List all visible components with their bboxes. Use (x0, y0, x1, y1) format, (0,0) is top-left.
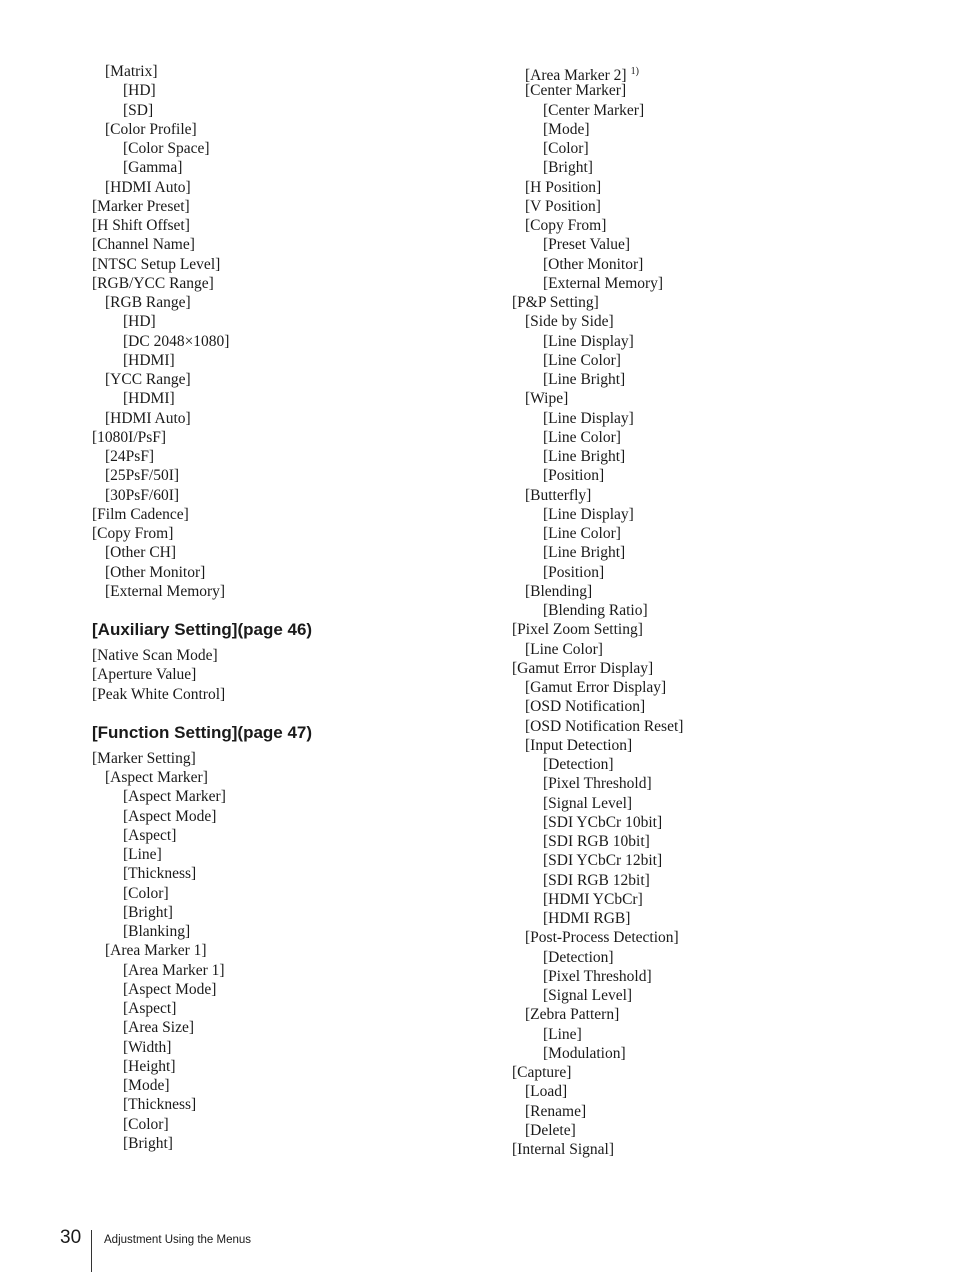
menu-item (512, 197, 932, 216)
menu-item (92, 864, 492, 883)
menu-item-label: [Area Marker 1] (105, 942, 207, 960)
menu-item (92, 884, 492, 903)
menu-item (512, 1102, 932, 1121)
menu-item-label: [External Memory] (105, 582, 226, 600)
page-number: 30 (60, 1227, 82, 1248)
menu-item-label: [Thickness] (123, 865, 197, 883)
menu-item-label: [Line Color] (525, 640, 603, 658)
menu-item (92, 312, 492, 331)
menu-item-label: [Area Size] (123, 1019, 194, 1037)
menu-item (512, 1140, 932, 1159)
menu-item (512, 524, 932, 543)
menu-item (512, 158, 932, 177)
menu-item (92, 447, 492, 466)
menu-item (512, 351, 932, 370)
menu-item-label: [OSD Notification] (525, 698, 646, 716)
menu-item (92, 749, 492, 768)
menu-item-label: [Wipe] (525, 390, 569, 408)
menu-item-label: [Color Profile] (105, 120, 197, 138)
menu-item-label: [Capture] (512, 1064, 572, 1081)
menu-item (512, 890, 932, 909)
menu-item-label: [Detection] (543, 948, 614, 966)
menu-item (92, 1115, 492, 1134)
menu-item-label: [Bright] (543, 159, 593, 177)
menu-item-label: [30PsF/60I] (105, 486, 180, 504)
menu-item-label: [Channel Name] (92, 236, 195, 254)
menu-item (512, 928, 932, 947)
menu-item (92, 505, 492, 524)
menu-item-label: [NTSC Setup Level] (92, 255, 221, 273)
menu-item (92, 980, 492, 999)
menu-item (512, 871, 932, 890)
menu-item-label: [Zebra Pattern] (525, 1006, 620, 1024)
menu-item-label: [Center Marker] (525, 82, 627, 100)
menu-item (92, 1076, 492, 1095)
menu-item-label: [H Position] (525, 178, 602, 196)
menu-item-label: [Center Marker] (543, 101, 645, 119)
menu-item-label: [Color] (123, 884, 169, 902)
menu-item (512, 1044, 932, 1063)
menu-item (512, 736, 932, 755)
menu-item (92, 646, 492, 665)
menu-item (92, 351, 492, 370)
menu-item-label: [SD] (123, 101, 154, 119)
menu-item (92, 139, 492, 158)
menu-item-label: [Rename] (525, 1102, 587, 1120)
right-menu-list (512, 62, 932, 1159)
menu-item (92, 428, 492, 447)
menu-item-label: [Gamut Error Display] (525, 679, 667, 696)
menu-item (512, 794, 932, 813)
menu-item-label: [Line Bright] (543, 544, 626, 562)
menu-item-label: [24PsF] (105, 448, 155, 465)
menu-item-label: [YCC Range] (105, 371, 191, 388)
menu-item-label: [Blending Ratio] (543, 602, 648, 619)
menu-item (512, 120, 932, 139)
menu-item-label: [Bright] (123, 1134, 173, 1152)
menu-item-label: [P&P Setting] (512, 294, 599, 311)
page-footer (0, 1222, 954, 1274)
menu-item-label: [HD] (123, 82, 156, 100)
function-setting-heading: [Function Setting](page 47) (92, 722, 313, 742)
menu-item-label: [V Position] (525, 197, 601, 215)
menu-item (92, 543, 492, 562)
menu-item (512, 1005, 932, 1024)
menu-item-label: [Preset Value] (543, 236, 631, 254)
menu-item (512, 582, 932, 601)
menu-item (92, 524, 492, 543)
menu-item-label: [1080I/PsF] (92, 428, 167, 446)
menu-item (512, 640, 932, 659)
menu-item (92, 1057, 492, 1076)
menu-item-label: [Height] (123, 1057, 176, 1075)
menu-item-label: [Position] (543, 563, 605, 581)
menu-item (512, 659, 932, 678)
menu-item-label: [Pixel Zoom Setting] (512, 621, 643, 639)
menu-item (512, 563, 932, 582)
menu-item (92, 81, 492, 100)
menu-item (92, 903, 492, 922)
menu-item-label: [DC 2048×1080] (123, 332, 230, 350)
menu-item (512, 774, 932, 793)
menu-item-label: [Gamma] (123, 159, 183, 177)
menu-item (92, 370, 492, 389)
menu-item (512, 1063, 932, 1082)
menu-item (92, 120, 492, 139)
menu-item (92, 1134, 492, 1153)
menu-item (512, 293, 932, 312)
menu-item-label: [Peak White Control] (92, 685, 226, 703)
menu-item (512, 1025, 932, 1044)
menu-item-label: [Line Color] (543, 525, 621, 542)
menu-item (512, 178, 932, 197)
menu-item-label: [OSD Notification Reset] (525, 717, 684, 735)
menu-item (92, 158, 492, 177)
menu-item (92, 255, 492, 274)
menu-item-label: [HDMI YCbCr] (543, 890, 643, 908)
menu-item-label: [Signal Level] (543, 987, 633, 1004)
menu-item-label: [Line Display] (543, 409, 634, 427)
menu-item (92, 685, 492, 704)
menu-item-label: [Side by Side] (525, 313, 614, 331)
menu-item (512, 505, 932, 524)
menu-item (512, 101, 932, 120)
menu-item (92, 922, 492, 941)
menu-item-label: [Color] (543, 140, 589, 157)
menu-item (512, 717, 932, 736)
menu-item (512, 813, 932, 832)
menu-item (92, 787, 492, 806)
menu-item-label: [Butterfly] (525, 486, 592, 504)
menu-item (512, 447, 932, 466)
left-column (92, 62, 492, 1153)
menu-item-label: [HDMI RGB] (543, 910, 631, 927)
menu-item-label: [HDMI Auto] (105, 178, 191, 196)
function-menu-list (92, 749, 492, 1153)
menu-item (92, 486, 492, 505)
menu-item (512, 255, 932, 274)
menu-item (92, 1038, 492, 1057)
menu-item (512, 428, 932, 447)
menu-item (512, 139, 932, 158)
menu-item-label: [Input Detection] (525, 736, 633, 754)
menu-item (92, 665, 492, 684)
menu-item (92, 293, 492, 312)
menu-item-label: [Pixel Threshold] (543, 967, 652, 985)
menu-item-label: [Film Cadence] (92, 505, 189, 523)
menu-item (512, 81, 932, 100)
menu-item-label: [Native Scan Mode] (92, 647, 218, 664)
menu-item-label: [SDI YCbCr 12bit] (543, 852, 663, 870)
menu-item (92, 1095, 492, 1114)
menu-item-label: [Modulation] (543, 1044, 626, 1062)
menu-item-label: [SDI YCbCr 10bit] (543, 813, 663, 831)
menu-item (512, 678, 932, 697)
menu-item-label: [Aspect Marker] (123, 788, 226, 806)
menu-item-label: [Color] (123, 1115, 169, 1133)
menu-item (92, 845, 492, 864)
menu-item-label: [SDI RGB 12bit] (543, 871, 650, 889)
menu-item-label: [Aspect Mode] (123, 980, 217, 998)
menu-item (92, 466, 492, 485)
footer-title: Adjustment Using the Menus (104, 1234, 252, 1246)
menu-item (92, 807, 492, 826)
menu-item-label: [Mode] (123, 1077, 170, 1094)
menu-item-label: [External Memory] (543, 274, 664, 292)
menu-item (512, 755, 932, 774)
menu-item-label: [Aspect Marker] (105, 769, 208, 786)
menu-item (512, 832, 932, 851)
menu-item (512, 1121, 932, 1140)
menu-item-label: [Line] (543, 1025, 582, 1043)
menu-item-label: [Line Bright] (543, 448, 626, 465)
menu-item-label: [Position] (543, 467, 605, 485)
menu-item (512, 620, 932, 639)
menu-item-label: [Post-Process Detection] (525, 929, 679, 947)
menu-item-label: [Copy From] (92, 525, 174, 542)
menu-item-label: [Line Display] (543, 332, 634, 350)
menu-item (512, 216, 932, 235)
menu-item-label: [Line Color] (543, 351, 621, 369)
menu-item-label: [25PsF/50I] (105, 467, 180, 485)
menu-item (92, 389, 492, 408)
menu-item-label: [Pixel Threshold] (543, 775, 652, 793)
menu-item-label: [HDMI] (123, 390, 175, 408)
menu-item-label: [Bright] (123, 903, 173, 921)
menu-item-label: [Marker Setting] (92, 749, 196, 767)
menu-item-label: [Matrix] (105, 63, 158, 80)
menu-item (92, 563, 492, 582)
auxiliary-setting-heading: [Auxiliary Setting](page 46) (92, 620, 313, 639)
menu-item-label: [Thickness] (123, 1096, 197, 1114)
menu-item-label: [Other Monitor] (105, 563, 206, 581)
menu-item-label: [Line] (123, 846, 162, 863)
menu-item-label: [Area Marker 1] (123, 961, 225, 979)
menu-item (512, 697, 932, 716)
menu-item-label: [Blanking] (123, 923, 191, 940)
menu-item-label: [Line Bright] (543, 371, 626, 388)
menu-item-label: [Copy From] (525, 217, 607, 234)
menu-item-label: [Mode] (543, 120, 590, 138)
menu-item (92, 826, 492, 845)
menu-item (512, 409, 932, 428)
menu-item-label: [RGB/YCC Range] (92, 274, 214, 292)
menu-item-label: [Aspect] (123, 1000, 177, 1017)
menu-item-label: [Internal Signal] (512, 1141, 615, 1158)
menu-item (92, 62, 492, 81)
menu-item (512, 948, 932, 967)
menu-item (92, 332, 492, 351)
menu-item-label: [Blending] (525, 582, 593, 600)
menu-item (92, 235, 492, 254)
menu-item-label: [HDMI Auto] (105, 409, 191, 427)
menu-item (92, 941, 492, 960)
menu-item (92, 999, 492, 1018)
menu-item (512, 851, 932, 870)
menu-item (512, 235, 932, 254)
menu-item (92, 197, 492, 216)
menu-item (512, 62, 932, 84)
left-menu-list (92, 62, 492, 601)
menu-item-label: [Aperture Value] (92, 666, 197, 684)
menu-item-label: [Detection] (543, 756, 614, 773)
menu-item-label: [Aspect Mode] (123, 807, 217, 825)
footer-divider (91, 1230, 92, 1272)
menu-item-label: [Load] (525, 1083, 568, 1101)
menu-item (512, 332, 932, 351)
menu-item (512, 1082, 932, 1101)
menu-item (92, 961, 492, 980)
menu-item (92, 409, 492, 428)
menu-item-label: [Color Space] (123, 140, 210, 157)
menu-item-label: [HD] (123, 313, 156, 331)
menu-item (92, 274, 492, 293)
menu-item (512, 274, 932, 293)
menu-item-label: [SDI RGB 10bit] (543, 833, 650, 850)
menu-item (512, 389, 932, 408)
menu-item-label: [Aspect] (123, 826, 177, 844)
menu-item (92, 1018, 492, 1037)
menu-item-label: [Marker Preset] (92, 197, 190, 215)
menu-item (92, 178, 492, 197)
menu-item-label: [Area Marker 2] (525, 67, 627, 84)
menu-item (512, 486, 932, 505)
menu-item (512, 312, 932, 331)
menu-item (512, 466, 932, 485)
footnote-marker: 1) (630, 66, 639, 77)
menu-item-label: [Other CH] (105, 544, 177, 562)
menu-item (92, 582, 492, 601)
menu-item (512, 986, 932, 1005)
menu-item-label: [Width] (123, 1038, 172, 1056)
menu-item (92, 216, 492, 235)
menu-item-label: [RGB Range] (105, 294, 191, 311)
auxiliary-menu-list (92, 646, 492, 704)
menu-item-label: [Other Monitor] (543, 255, 644, 273)
menu-item (512, 967, 932, 986)
menu-item-label: [H Shift Offset] (92, 217, 190, 234)
menu-item-label: [Gamut Error Display] (512, 659, 654, 677)
menu-item (512, 543, 932, 562)
menu-item (512, 909, 932, 928)
menu-item (92, 768, 492, 787)
menu-item (512, 601, 932, 620)
menu-item-label: [Line Color] (543, 428, 621, 446)
menu-item (512, 370, 932, 389)
menu-item-label: [HDMI] (123, 351, 175, 369)
menu-item-label: [Line Display] (543, 505, 634, 523)
menu-item-label: [Delete] (525, 1121, 576, 1139)
menu-item-label: [Signal Level] (543, 794, 633, 812)
menu-item (92, 101, 492, 120)
right-column (512, 62, 932, 1159)
